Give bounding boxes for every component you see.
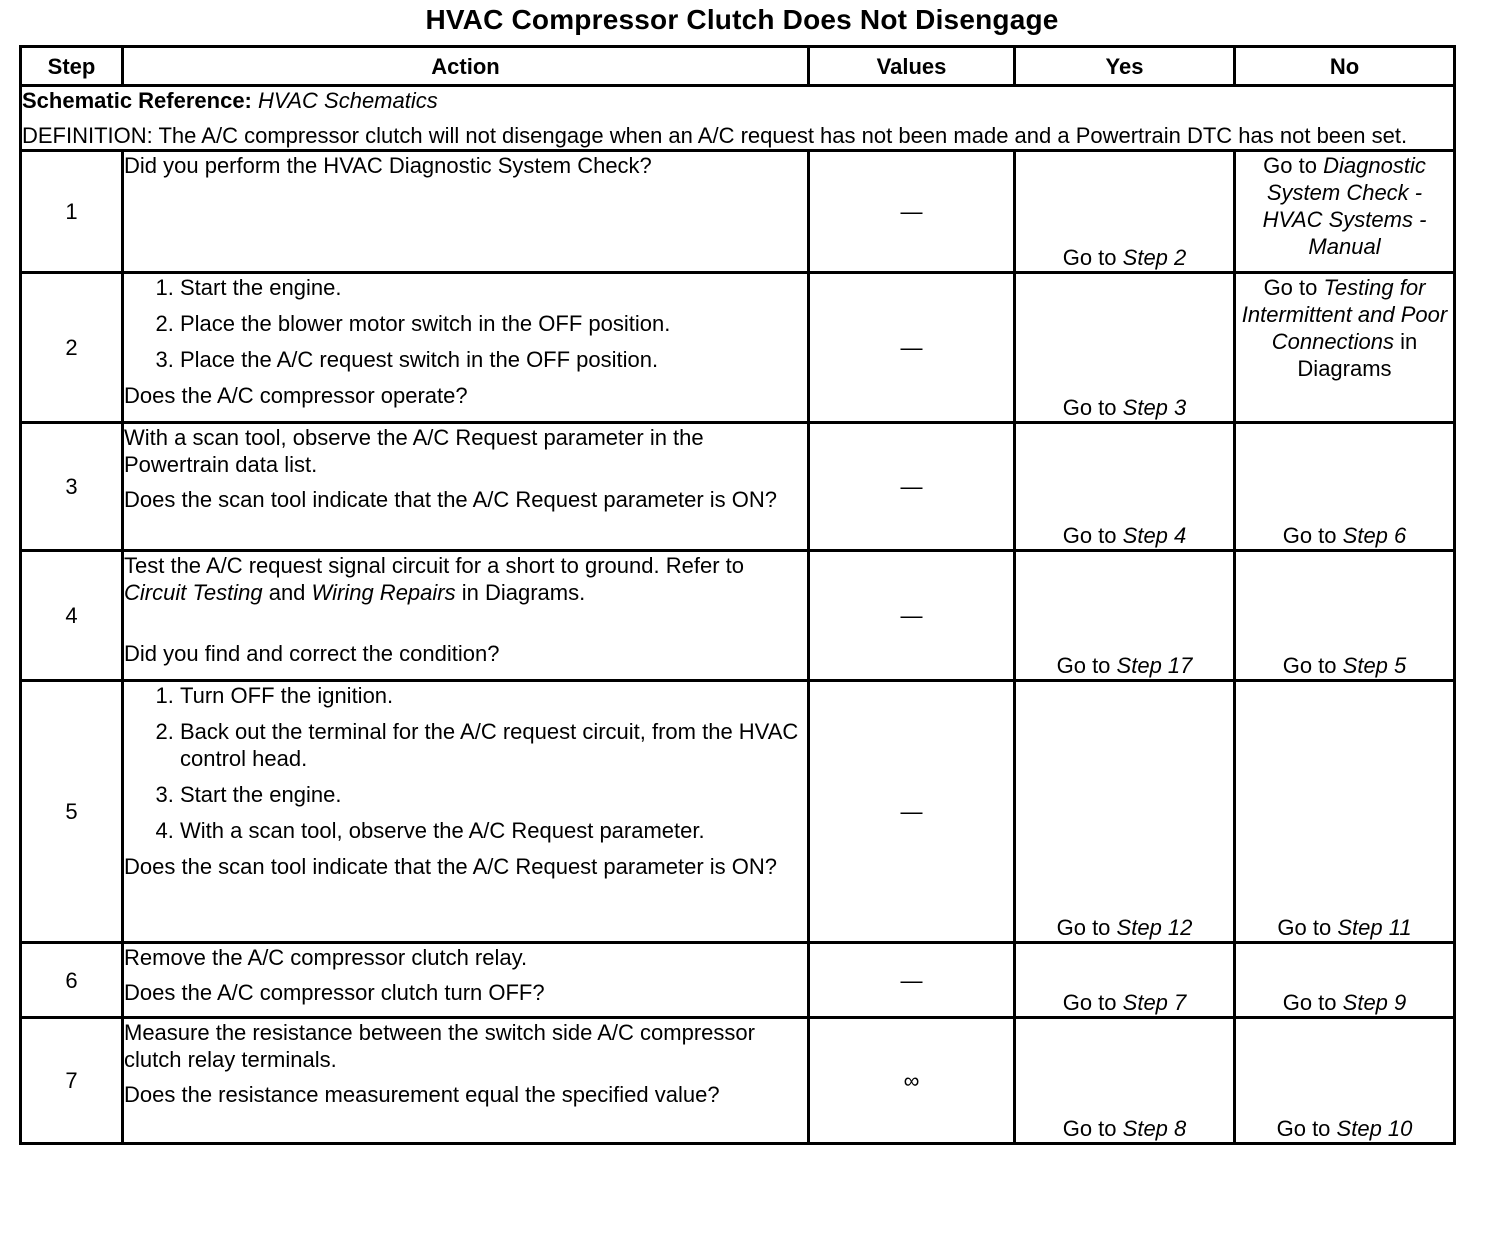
list-item: 1. Start the engine. — [180, 274, 807, 301]
action-question: Does the A/C compressor clutch turn OFF? — [124, 980, 545, 1005]
no-target: Step 10 — [1336, 1116, 1413, 1141]
value-cell: — — [809, 151, 1015, 273]
action-text: Remove the A/C compressor clutch relay. — [124, 945, 528, 970]
action-text: Measure the resistance between the switch side A/C compressor clutch relay terminals. — [124, 1020, 755, 1072]
table-row — [21, 151, 1455, 273]
goto-label: Go to — [1062, 1116, 1117, 1141]
action-cell — [123, 423, 809, 551]
goto-label: Go to — [1263, 153, 1317, 178]
goto-label: Go to — [1062, 395, 1117, 420]
yes-cell — [1015, 423, 1235, 551]
header-row — [21, 47, 1455, 86]
goto-label: Go to — [1056, 653, 1111, 678]
goto-label: Go to — [1276, 1116, 1331, 1141]
list-item: 1. Turn OFF the ignition. — [180, 682, 807, 709]
list-item: 2. Back out the terminal for the A/C request circuit, from the HVAC control head. — [180, 718, 807, 772]
action-list — [124, 274, 807, 373]
yes-target: Step 8 — [1122, 1116, 1187, 1141]
step-number: 1 — [21, 151, 123, 273]
action-question: Does the scan tool indicate that the A/C Request parameter is ON? — [124, 854, 778, 879]
goto-label: Go to — [1062, 245, 1117, 270]
value-cell: — — [809, 551, 1015, 681]
step-number: 6 — [21, 943, 123, 1018]
list-item: 3. Place the A/C request switch in the OFF position. — [180, 346, 807, 373]
yes-cell — [1015, 681, 1235, 943]
table-row — [21, 681, 1455, 943]
table-row — [21, 551, 1455, 681]
action-question: Does the A/C compressor operate? — [124, 383, 468, 408]
goto-label: Go to — [1277, 915, 1332, 940]
list-item: 3. Start the engine. — [180, 781, 807, 808]
ref-wiring-repairs: Wiring Repairs — [311, 580, 456, 605]
header-yes: Yes — [1015, 47, 1235, 86]
no-cell — [1235, 943, 1455, 1018]
schematic-reference: HVAC Schematics — [258, 88, 438, 113]
no-target: Diagnostic System Check - HVAC Systems - Manual — [1262, 153, 1427, 259]
header-action: Action — [123, 47, 809, 86]
no-target: Step 9 — [1342, 990, 1407, 1015]
step-number: 5 — [21, 681, 123, 943]
action-cell — [123, 943, 809, 1018]
yes-cell — [1015, 273, 1235, 423]
action-text: Test the A/C request signal circuit for a short to ground. Refer to Circuit Testing and Wiring Repairs in Diagrams. — [124, 553, 744, 605]
step-number: 2 — [21, 273, 123, 423]
no-target: Step 6 — [1342, 523, 1407, 548]
action-text: With a scan tool, observe the A/C Request parameter in the Powertrain data list. — [124, 425, 704, 477]
no-cell — [1235, 1018, 1455, 1144]
header-values: Values — [809, 47, 1015, 86]
action-question: Does the resistance measurement equal the specified value? — [124, 1082, 720, 1107]
no-cell — [1235, 423, 1455, 551]
intro-cell — [21, 86, 1455, 151]
goto-label: Go to — [1282, 523, 1337, 548]
yes-cell — [1015, 151, 1235, 273]
goto-label: Go to — [1056, 915, 1111, 940]
action-list — [124, 682, 807, 844]
value-cell: — — [809, 943, 1015, 1018]
step-number: 4 — [21, 551, 123, 681]
no-cell — [1235, 681, 1455, 943]
goto-label: Go to — [1263, 275, 1318, 300]
no-cell — [1235, 273, 1455, 423]
action-cell — [123, 681, 809, 943]
action-text: Did you perform the HVAC Diagnostic System Check? — [124, 153, 652, 178]
no-suffix: in Diagrams — [1297, 329, 1418, 381]
yes-target: Step 17 — [1116, 653, 1193, 678]
yes-target: Step 2 — [1122, 245, 1187, 270]
yes-target: Step 7 — [1122, 990, 1187, 1015]
yes-cell — [1015, 1018, 1235, 1144]
action-cell — [123, 1018, 809, 1144]
goto-label: Go to — [1062, 990, 1117, 1015]
table-row — [21, 273, 1455, 423]
goto-label: Go to — [1282, 990, 1337, 1015]
header-no: No — [1235, 47, 1455, 86]
yes-target: Step 12 — [1116, 915, 1193, 940]
table-row — [21, 943, 1455, 1018]
yes-target: Step 3 — [1122, 395, 1187, 420]
diagnostic-table — [19, 45, 1456, 1145]
no-target: Testing for Intermittent and Poor Connections — [1241, 275, 1448, 354]
value-cell: — — [809, 273, 1015, 423]
intro-row — [21, 86, 1455, 151]
no-cell — [1235, 551, 1455, 681]
value-cell: ∞ — [809, 1018, 1015, 1144]
ref-circuit-testing: Circuit Testing — [124, 580, 263, 605]
table-row — [21, 423, 1455, 551]
no-cell — [1235, 151, 1455, 273]
value-cell: — — [809, 423, 1015, 551]
list-item: 2. Place the blower motor switch in the OFF position. — [180, 310, 807, 337]
page-title: HVAC Compressor Clutch Does Not Disengage — [425, 4, 1059, 35]
yes-cell — [1015, 551, 1235, 681]
no-target: Step 11 — [1337, 915, 1412, 940]
action-cell — [123, 551, 809, 681]
schematic-label: Schematic Reference: — [22, 88, 252, 113]
yes-target: Step 4 — [1122, 523, 1187, 548]
action-question: Does the scan tool indicate that the A/C Request parameter is ON? — [124, 487, 778, 512]
value-cell: — — [809, 681, 1015, 943]
step-number: 7 — [21, 1018, 123, 1144]
definition: DEFINITION: The A/C compressor clutch will not disengage when an A/C request has not been made and a Powertrain DTC has not been set. — [22, 123, 1408, 148]
action-cell — [123, 273, 809, 423]
action-cell — [123, 151, 809, 273]
goto-label: Go to — [1062, 523, 1117, 548]
goto-label: Go to — [1282, 653, 1337, 678]
step-number: 3 — [21, 423, 123, 551]
no-target: Step 5 — [1342, 653, 1407, 678]
action-question: Did you find and correct the condition? — [124, 641, 500, 666]
list-item: 4. With a scan tool, observe the A/C Request parameter. — [180, 817, 807, 844]
table-row — [21, 1018, 1455, 1144]
yes-cell — [1015, 943, 1235, 1018]
header-step: Step — [21, 47, 123, 86]
